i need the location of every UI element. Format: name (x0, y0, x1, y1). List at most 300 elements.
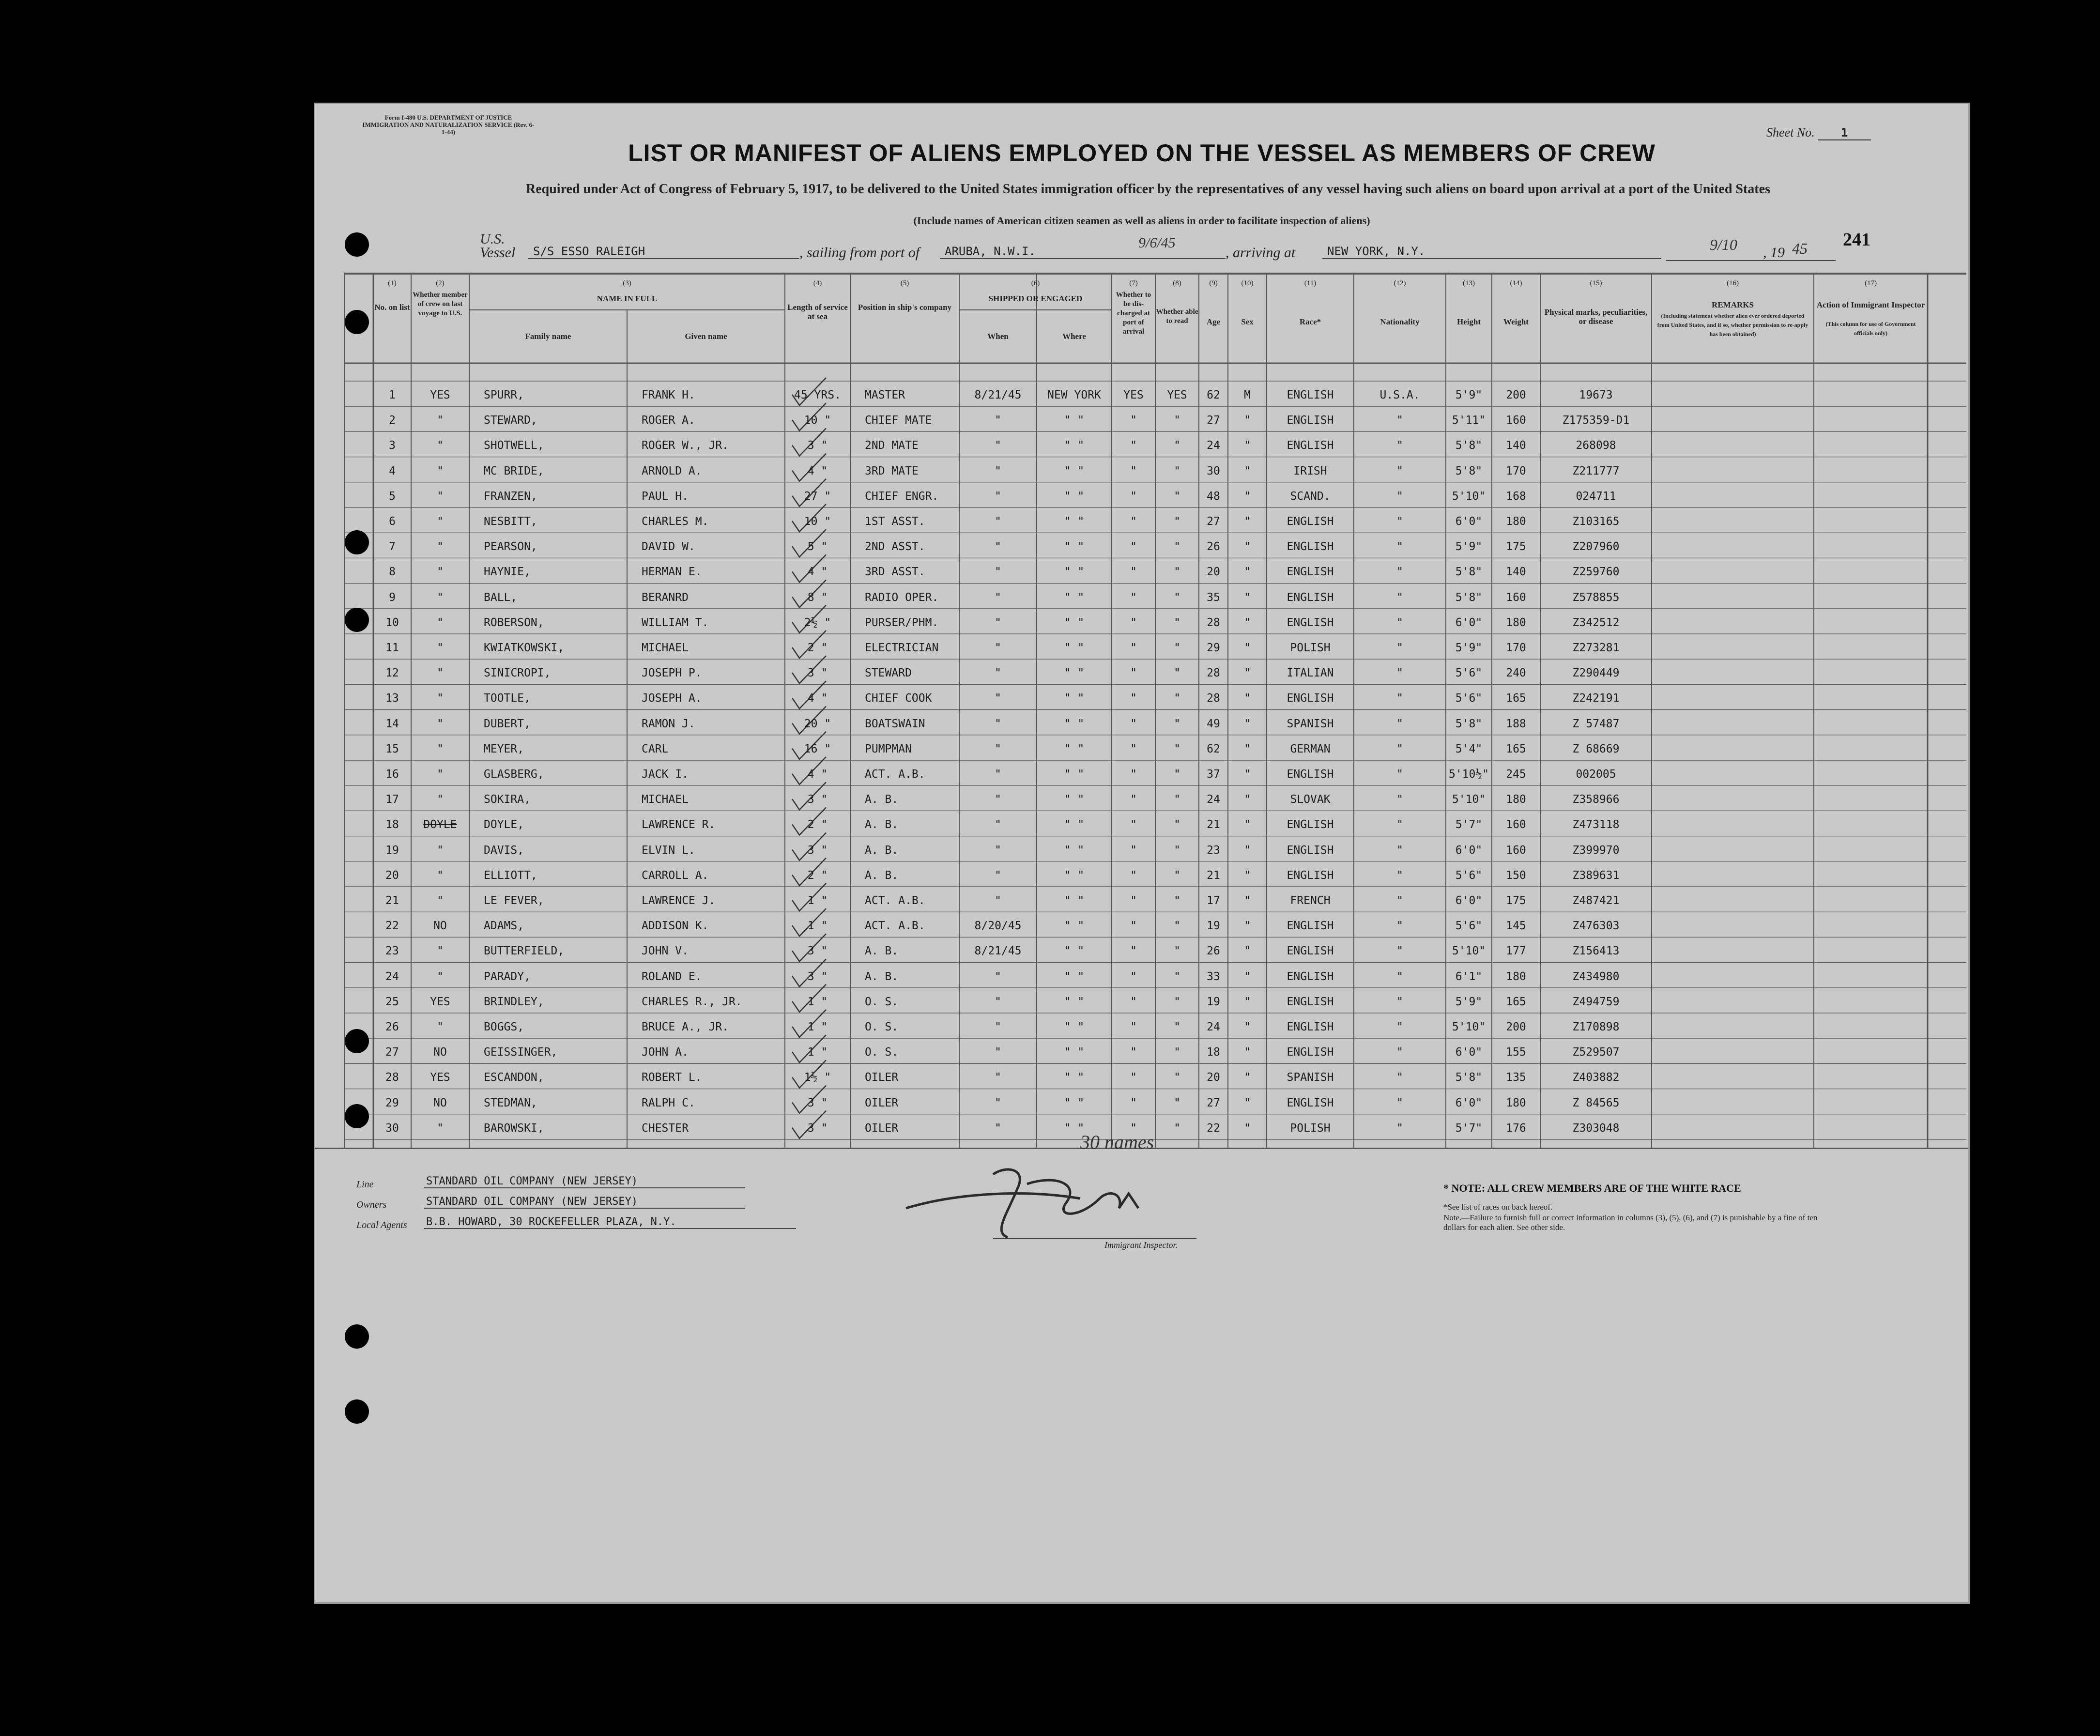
cell-marks: Z389631 (1572, 869, 1620, 882)
cell-prev: " (437, 540, 444, 553)
cell-prev: " (437, 970, 444, 983)
cell-position: OILER (865, 1071, 899, 1084)
cell-age: 33 (1207, 970, 1220, 983)
punch-hole (345, 608, 369, 632)
cell-when: " (995, 439, 1001, 452)
cell-read: " (1174, 742, 1180, 755)
cell-race: POLISH (1290, 1121, 1331, 1135)
cell-where: " " (1064, 642, 1085, 654)
cell-given: PAUL H. (642, 490, 689, 503)
cell-family: ESCANDON, (484, 1071, 544, 1084)
cell-weight: 135 (1506, 1071, 1526, 1084)
cell-weight: 175 (1506, 894, 1526, 907)
cell-read: " (1174, 869, 1180, 882)
cell-when: " (995, 742, 1001, 755)
column-number: (11) (1304, 279, 1317, 287)
cell-where: " " (1064, 591, 1085, 604)
cell-given: ADDISON K. (642, 920, 709, 933)
cell-prev: " (437, 591, 444, 604)
cell-no: 24 (385, 970, 399, 983)
cell-sex: " (1244, 439, 1251, 452)
cell-position: A. B. (865, 793, 899, 806)
column-number: (1) (388, 279, 397, 287)
punch-hole (345, 232, 369, 257)
cell-no: 25 (385, 995, 399, 1008)
cell-marks: Z476303 (1572, 920, 1620, 933)
cell-prev: " (437, 945, 444, 958)
cell-race: SLOVAK (1290, 793, 1331, 806)
cell-sex: " (1244, 793, 1251, 806)
cell-service: 1 " (807, 920, 828, 933)
cell-position: O. S. (865, 1021, 899, 1033)
cell-position: OILER (865, 1096, 899, 1109)
cell-service: 45 YRS. (794, 389, 841, 401)
punch-hole (345, 1399, 369, 1424)
cell-marks: Z403882 (1572, 1071, 1620, 1084)
cell-height: 5'8" (1455, 566, 1483, 579)
cell-when: " (995, 464, 1001, 477)
cell-height: 5'11" (1452, 414, 1486, 427)
cell-race: ENGLISH (1287, 818, 1334, 831)
owners-label: Owners (356, 1199, 387, 1210)
cell-given: LAWRENCE R. (642, 818, 716, 831)
cell-given: RALPH C. (642, 1096, 695, 1109)
cell-position: A. B. (865, 818, 899, 831)
cell-nat: " (1396, 970, 1403, 983)
cell-weight: 160 (1506, 818, 1526, 831)
col-header-read: Whether able to read (1156, 308, 1198, 325)
cell-where: " " (1064, 717, 1085, 730)
cell-position: PURSER/PHM. (865, 616, 939, 629)
include-note: (Include names of American citizen seamen as well as aliens in order to facilitate inspection of aliens) (913, 215, 1370, 227)
cell-family: TOOTLE, (484, 692, 531, 705)
cell-height: 6'0" (1455, 1046, 1483, 1059)
cell-prev: NO (433, 1096, 447, 1109)
cell-when: " (995, 844, 1001, 857)
cell-prev: " (437, 642, 444, 654)
cell-race: ENGLISH (1287, 1021, 1334, 1033)
cell-age: 27 (1207, 1096, 1220, 1109)
cell-nat: " (1396, 692, 1403, 705)
cell-family: SINICROPI, (484, 667, 551, 680)
cell-given: CARL (642, 742, 669, 755)
cell-marks: 002005 (1576, 768, 1616, 781)
cell-read: " (1174, 945, 1180, 958)
cell-age: 20 (1207, 1071, 1220, 1084)
cell-when: " (995, 894, 1001, 907)
cell-nat: U.S.A. (1380, 389, 1420, 401)
line-label: Line (356, 1179, 374, 1190)
cell-given: MICHAEL (642, 642, 689, 654)
cell-weight: 140 (1506, 566, 1526, 579)
sheet-number: Sheet No. 1 (1766, 125, 1871, 140)
col-header-service: Length of service at sea (787, 303, 848, 321)
cell-age: 35 (1207, 591, 1220, 604)
cell-race: ENGLISH (1287, 945, 1334, 958)
cell-prev: " (437, 439, 444, 452)
cell-read: " (1174, 1021, 1180, 1033)
cell-no: 9 (389, 591, 396, 604)
cell-read: " (1174, 1046, 1180, 1059)
col-header-race: Race* (1299, 317, 1321, 326)
cell-height: 5'8" (1455, 464, 1483, 477)
cell-position: ACT. A.B. (865, 768, 925, 781)
cell-disch: " (1130, 995, 1137, 1008)
cell-service: 4 " (807, 464, 828, 477)
cell-disch: " (1130, 894, 1137, 907)
cell-family: DUBERT, (484, 717, 531, 730)
cell-height: 5'6" (1455, 692, 1483, 705)
cell-marks: 19673 (1579, 389, 1613, 401)
cell-race: FRENCH (1290, 894, 1331, 907)
cell-family: ROBERSON, (484, 616, 544, 629)
cell-no: 20 (385, 869, 399, 882)
cell-weight: 200 (1506, 389, 1526, 401)
cell-service: 10 " (804, 414, 831, 427)
cell-read: " (1174, 1121, 1180, 1135)
cell-family: BAROWSKI, (484, 1121, 544, 1135)
cell-read: " (1174, 920, 1180, 933)
cell-where: " " (1064, 667, 1085, 680)
cell-sex: " (1244, 844, 1251, 857)
cell-prev: YES (430, 995, 450, 1008)
cell-service: 3 " (807, 439, 828, 452)
cell-given: HERMAN E. (642, 566, 702, 579)
cell-prev: YES (430, 1071, 450, 1084)
cell-read: " (1174, 1096, 1180, 1109)
agents-label: Local Agents (356, 1220, 407, 1230)
cell-prev: " (437, 692, 444, 705)
cell-position: PUMPMAN (865, 742, 912, 755)
year-label: , 19 (1763, 245, 1785, 261)
cell-height: 6'0" (1455, 1096, 1483, 1109)
cell-weight: 177 (1506, 945, 1526, 958)
cell-race: ENGLISH (1287, 616, 1334, 629)
cell-when: " (995, 591, 1001, 604)
cell-age: 19 (1207, 920, 1220, 933)
cell-sex: " (1244, 717, 1251, 730)
cell-age: 37 (1207, 768, 1220, 781)
cell-marks: 024711 (1576, 490, 1616, 503)
cell-prev: " (437, 768, 444, 781)
cell-weight: 170 (1506, 464, 1526, 477)
cell-marks: Z 84565 (1572, 1096, 1620, 1109)
cell-disch: " (1130, 717, 1137, 730)
cell-weight: 165 (1506, 742, 1526, 755)
cell-prev: " (437, 616, 444, 629)
cell-service: 1 " (807, 1046, 828, 1059)
col-header-no: No. on list (374, 303, 410, 312)
cell-where: " " (1064, 793, 1085, 806)
cell-race: ENGLISH (1287, 869, 1334, 882)
cell-race: ENGLISH (1287, 515, 1334, 528)
col-header-action-sub: (This column for use of Government officials only) (1825, 321, 1916, 337)
cell-height: 5'8" (1455, 1071, 1483, 1084)
cell-position: 2ND MATE (865, 439, 919, 452)
cell-nat: " (1396, 793, 1403, 806)
cell-prev: NO (433, 920, 447, 933)
cell-sex: " (1244, 414, 1251, 427)
col-header-position: Position in ship's company (858, 303, 952, 312)
cell-prev: " (437, 667, 444, 680)
cell-no: 11 (385, 642, 399, 654)
cell-when: " (995, 692, 1001, 705)
cell-marks: Z487421 (1572, 894, 1620, 907)
cell-sex: " (1244, 464, 1251, 477)
cell-height: 5'9" (1455, 389, 1483, 401)
cell-weight: 140 (1506, 439, 1526, 452)
cell-family: NESBITT, (484, 515, 537, 528)
cell-race: SPANISH (1287, 1071, 1334, 1084)
cell-sex: " (1244, 818, 1251, 831)
cell-family: SOKIRA, (484, 793, 531, 806)
cell-marks: Z358966 (1572, 793, 1620, 806)
cell-no: 13 (385, 692, 399, 705)
arrival-date-handwritten: 9/10 (1710, 236, 1737, 253)
cell-prev: " (437, 464, 444, 477)
cell-age: 24 (1207, 1021, 1220, 1033)
cell-no: 23 (385, 945, 399, 958)
cell-weight: 165 (1506, 692, 1526, 705)
cell-given: DAVID W. (642, 540, 695, 553)
cell-marks: Z290449 (1572, 667, 1620, 680)
cell-service: 27 " (804, 490, 831, 503)
column-number: (3) (623, 279, 631, 287)
cell-height: 6'0" (1455, 894, 1483, 907)
col-header-nationality: Nationality (1380, 317, 1420, 326)
cell-no: 30 (385, 1121, 399, 1135)
cell-disch: " (1130, 515, 1137, 528)
col-header-remarks: REMARKS (1712, 300, 1754, 309)
cell-position: 2ND ASST. (865, 540, 925, 553)
cell-height: 6'0" (1455, 515, 1483, 528)
cell-marks: Z529507 (1572, 1046, 1620, 1059)
cell-nat: " (1396, 1046, 1403, 1059)
cell-race: ENGLISH (1287, 414, 1334, 427)
cell-where: " " (1064, 995, 1085, 1008)
cell-weight: 180 (1506, 793, 1526, 806)
cell-marks: Z273281 (1572, 642, 1620, 654)
cell-disch: " (1130, 692, 1137, 705)
cell-service: 2 " (807, 869, 828, 882)
cell-disch: " (1130, 1021, 1137, 1033)
cell-service: 1 " (807, 894, 828, 907)
cell-sex: " (1244, 540, 1251, 553)
cell-family: LE FEVER, (484, 894, 544, 907)
cell-service: 3 " (807, 945, 828, 958)
cell-where: " " (1064, 869, 1085, 882)
cell-when: " (995, 414, 1001, 427)
cell-read: " (1174, 439, 1180, 452)
cell-position: BOATSWAIN (865, 717, 925, 730)
cell-weight: 168 (1506, 490, 1526, 503)
cell-race: ENGLISH (1287, 591, 1334, 604)
cell-read: " (1174, 1071, 1180, 1084)
cell-position: A. B. (865, 945, 899, 958)
col-header-action: Action of Immigrant Inspector (1816, 300, 1925, 309)
cell-service: 20 " (804, 717, 831, 730)
cell-marks: Z259760 (1572, 566, 1620, 579)
sailing-from: ARUBA, N.W.I. (940, 245, 1226, 259)
cell-service: 2 " (807, 642, 828, 654)
cell-position: 1ST ASST. (865, 515, 925, 528)
cell-sex: M (1244, 389, 1251, 401)
col-header-weight: Weight (1503, 317, 1529, 326)
column-number: (4) (813, 279, 822, 287)
page-number: 241 (1843, 230, 1870, 250)
cell-disch: " (1130, 667, 1137, 680)
cell-position: ACT. A.B. (865, 920, 925, 933)
cell-age: 24 (1207, 793, 1220, 806)
inspector-label: Immigrant Inspector. (1104, 1240, 1178, 1250)
col-header-discharged: Whether to be dis-charged at port of arrival (1116, 291, 1151, 336)
cell-given: ROGER W., JR. (642, 439, 729, 452)
cell-disch: " (1130, 616, 1137, 629)
cell-read: " (1174, 844, 1180, 857)
cell-sex: " (1244, 566, 1251, 579)
cell-where: NEW YORK (1047, 389, 1101, 401)
cell-where: " " (1064, 818, 1085, 831)
cell-race: SPANISH (1287, 717, 1334, 730)
punch-hole (345, 310, 369, 334)
cell-no: 3 (389, 439, 396, 452)
cell-service: 2½ " (804, 616, 831, 629)
cell-disch: " (1130, 1046, 1137, 1059)
cell-read: " (1174, 515, 1180, 528)
cell-age: 18 (1207, 1046, 1220, 1059)
cell-disch: " (1130, 945, 1137, 958)
cell-prev: " (437, 793, 444, 806)
cell-weight: 180 (1506, 515, 1526, 528)
cell-marks: Z207960 (1572, 540, 1620, 553)
cell-disch: " (1130, 1096, 1137, 1109)
manifest-sheet (314, 103, 1970, 1604)
cell-race: ENGLISH (1287, 920, 1334, 933)
cell-height: 5'6" (1455, 869, 1483, 882)
cell-weight: 170 (1506, 642, 1526, 654)
cell-race: POLISH (1290, 642, 1331, 654)
cell-nat: " (1396, 464, 1403, 477)
cell-when: " (995, 1021, 1001, 1033)
col-header-name: NAME IN FULL (597, 294, 658, 303)
cell-position: O. S. (865, 995, 899, 1008)
form-identifier: Form I-480 U.S. DEPARTMENT OF JUSTICE IMMIGRATION AND NATURALIZATION SERVICE (Rev. 6-1-44) (362, 114, 535, 136)
cell-given: JACK I. (642, 768, 689, 781)
cell-race: ENGLISH (1287, 1096, 1334, 1109)
cell-weight: 165 (1506, 995, 1526, 1008)
cell-nat: " (1396, 642, 1403, 654)
cell-prev: " (437, 1021, 444, 1033)
cell-when: 8/21/45 (974, 389, 1022, 401)
cell-age: 28 (1207, 616, 1220, 629)
cell-nat: " (1396, 591, 1403, 604)
cell-marks: Z 57487 (1572, 717, 1620, 730)
cell-prev: NO (433, 1046, 447, 1059)
cell-disch: " (1130, 920, 1137, 933)
cell-age: 22 (1207, 1121, 1220, 1135)
cell-family: BOGGS, (484, 1021, 524, 1033)
cell-service: 2 " (807, 818, 828, 831)
cell-when: " (995, 1121, 1001, 1135)
cell-where: " " (1064, 945, 1085, 958)
cell-prev: " (437, 717, 444, 730)
col-header-remarks-sub: (Including statement whether alien ever ordered deported from United States, and if so, whether permission to re-apply has been obtained) (1657, 312, 1809, 338)
cell-read: " (1174, 995, 1180, 1008)
cell-read: " (1174, 818, 1180, 831)
requirement-statement: Required under Act of Congress of February 5, 1917, to be delivered to the United States immigration officer by the representatives of any vessel having such aliens on board upon arrival at a port of the United States (526, 182, 1770, 197)
cell-family: ADAMS, (484, 920, 524, 933)
cell-race: ITALIAN (1287, 667, 1334, 680)
owners-value: STANDARD OIL COMPANY (NEW JERSEY) (424, 1196, 745, 1209)
cell-no: 5 (389, 490, 396, 503)
cell-where: " " (1064, 742, 1085, 755)
cell-sex: " (1244, 742, 1251, 755)
inspector-line (993, 1238, 1196, 1239)
cell-where: " " (1064, 414, 1085, 427)
cell-family: SHOTWELL, (484, 439, 544, 452)
cell-no: 29 (385, 1096, 399, 1109)
cell-where: " " (1064, 1071, 1085, 1084)
cell-sex: " (1244, 1021, 1251, 1033)
cell-disch: " (1130, 1071, 1137, 1084)
cell-nat: " (1396, 844, 1403, 857)
punch-hole (345, 1104, 369, 1128)
agents-value: B.B. HOWARD, 30 ROCKEFELLER PLAZA, N.Y. (424, 1216, 796, 1229)
cell-family: STEWARD, (484, 414, 537, 427)
column-number: (12) (1394, 279, 1406, 287)
cell-height: 5'7" (1455, 1121, 1483, 1135)
cell-no: 16 (385, 768, 399, 781)
cell-service: 3 " (807, 970, 828, 983)
cell-service: 1½ " (804, 1071, 831, 1084)
cell-disch: " (1130, 566, 1137, 579)
cell-where: " " (1064, 515, 1085, 528)
cell-nat: " (1396, 818, 1403, 831)
cell-disch: " (1130, 464, 1137, 477)
cell-nat: " (1396, 945, 1403, 958)
cell-sex: " (1244, 768, 1251, 781)
cell-height: 6'0" (1455, 844, 1483, 857)
cell-when: " (995, 515, 1001, 528)
cell-no: 8 (389, 566, 396, 579)
cell-family: BALL, (484, 591, 518, 604)
cell-when: 8/20/45 (974, 920, 1022, 933)
cell-height: 5'8" (1455, 439, 1483, 452)
cell-sex: " (1244, 1096, 1251, 1109)
cell-marks: Z399970 (1572, 844, 1620, 857)
cell-disch: " (1130, 818, 1137, 831)
cell-age: 21 (1207, 818, 1220, 831)
cell-prev: DOYLE (423, 818, 457, 831)
cell-nat: " (1396, 869, 1403, 882)
cell-nat: " (1396, 920, 1403, 933)
cell-sex: " (1244, 894, 1251, 907)
cell-marks: Z578855 (1572, 591, 1620, 604)
sailing-label: , sailing from port of (799, 245, 920, 261)
cell-when: " (995, 566, 1001, 579)
cell-height: 5'9" (1455, 642, 1483, 654)
cell-service: 16 " (804, 742, 831, 755)
cell-given: CARROLL A. (642, 869, 709, 882)
cell-age: 26 (1207, 945, 1220, 958)
cell-marks: Z170898 (1572, 1021, 1620, 1033)
cell-prev: " (437, 414, 444, 427)
cell-prev: " (437, 490, 444, 503)
column-number: (13) (1463, 279, 1475, 287)
cell-age: 17 (1207, 894, 1220, 907)
year-handwritten: 45 (1792, 240, 1808, 257)
cell-position: O. S. (865, 1046, 899, 1059)
